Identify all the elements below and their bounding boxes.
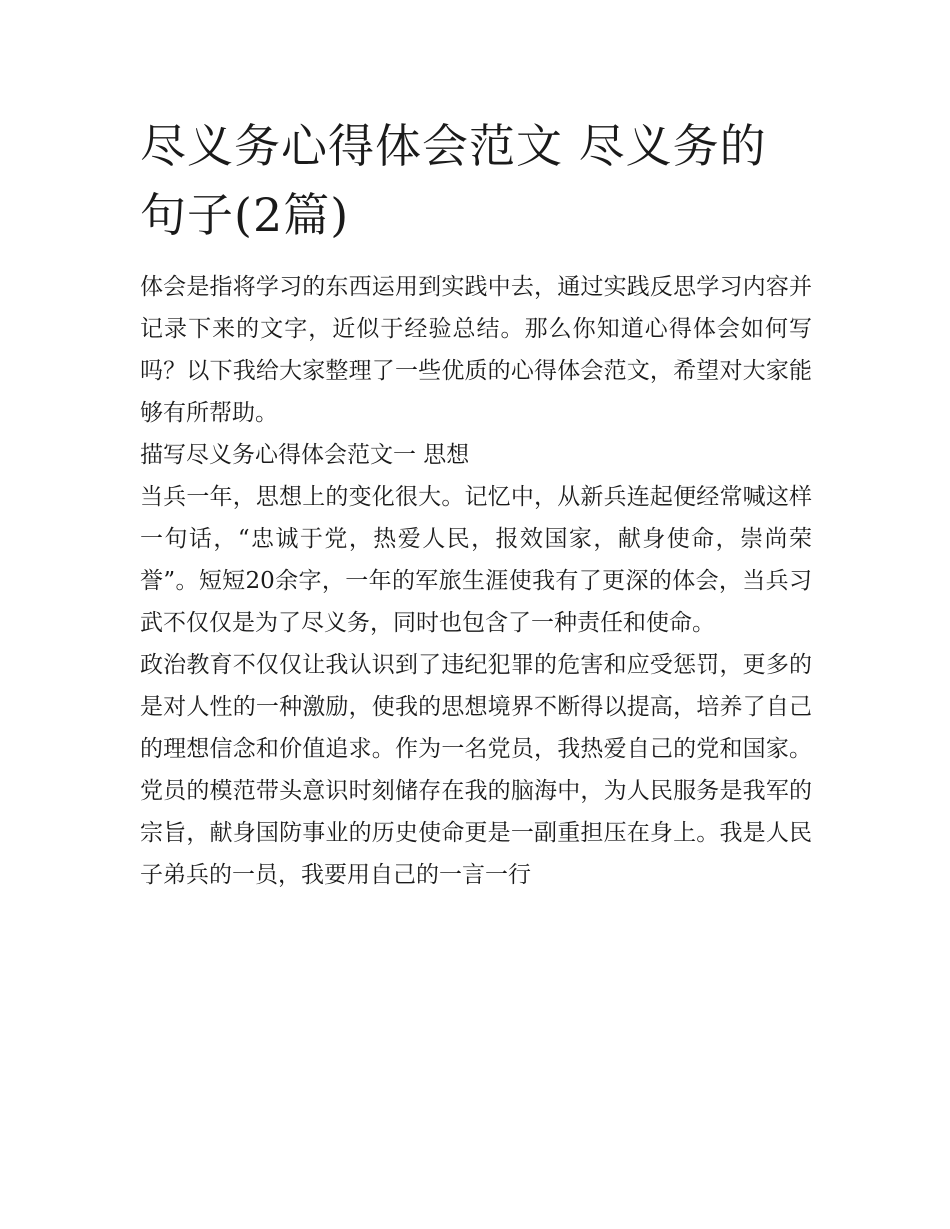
body-paragraph-1: 当兵一年，思想上的变化很大。记忆中，从新兵连起便经常喊这样一句话，“忠诚于党，热爱人民，报效国家，献身使命，崇尚荣誉”。短短20余字，一年的军旅生涯使我有了更深的体会，当兵习武不仅仅是为了尽义务，同时也包含了一种责任和使命。: [140, 484, 812, 636]
section-heading: 描写尽义务心得体会范文一 思想: [140, 442, 470, 468]
document-title: 尽义务心得体会范文 尽义务的句子(2篇): [140, 119, 767, 242]
body-paragraph-2: 政治教育不仅仅让我认识到了违纪犯罪的危害和应受惩罚，更多的是对人性的一种激励，使我的思想境界不断得以提高，培养了自己的理想信念和价值追求。作为一名党员，我热爱自己的党和国家。党员的模范带头意识时刻储存在我的脑海中，为人民服务是我军的宗旨，献身国防事业的历史使命更是一副重担压在身上。我是人民子弟兵的一员，我要用自己的一言一行: [140, 652, 812, 888]
intro-paragraph: 体会是指将学习的东西运用到实践中去，通过实践反思学习内容并记录下来的文字，近似于经验总结。那么你知道心得体会如何写吗？以下我给大家整理了一些优质的心得体会范文，希望对大家能够有所帮助。: [140, 274, 812, 426]
document-body: [140, 112, 812, 896]
